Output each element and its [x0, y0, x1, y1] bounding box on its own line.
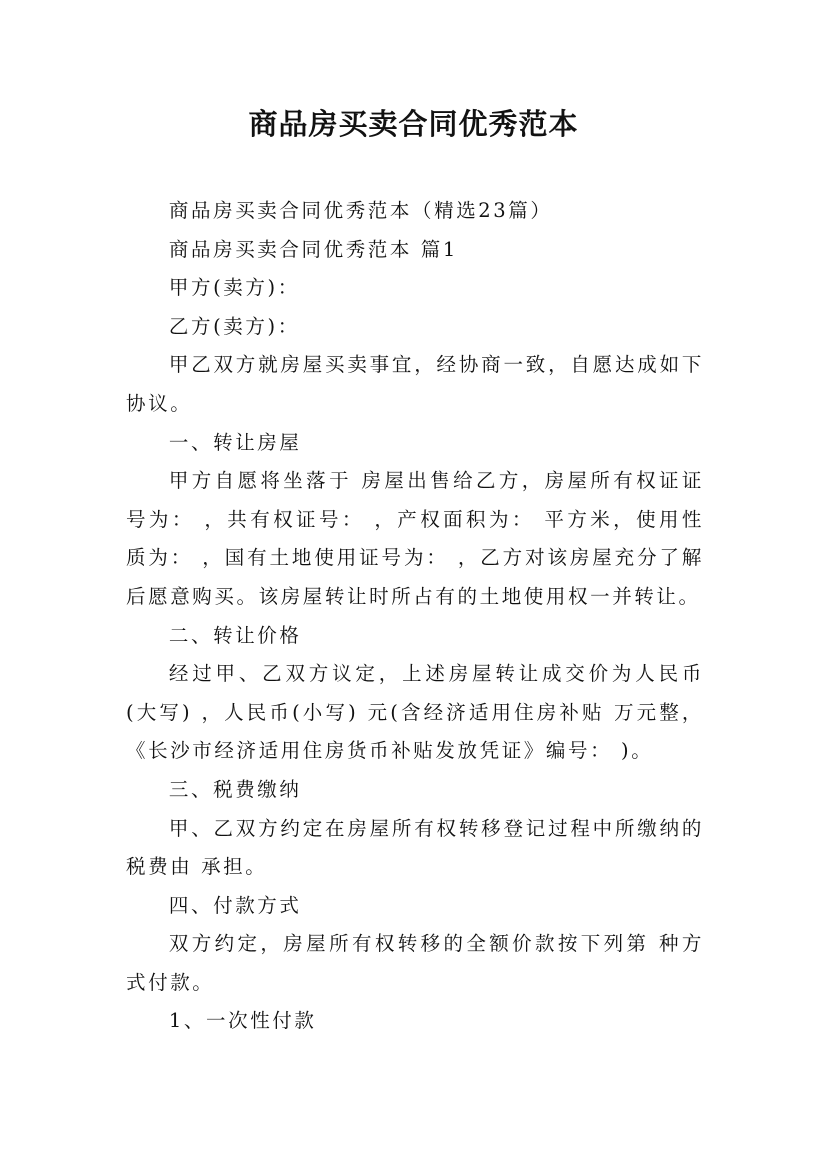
document-title: 商品房买卖合同优秀范本 [248, 107, 579, 141]
paragraph-subtitle: 商品房买卖合同优秀范本（精选23篇） [168, 199, 553, 222]
paragraph-transfer-property: 甲方自愿将坐落于 房屋出售给乙方，房屋所有权证证号为： ，共有权证号： ，产权面积为： 平方米，使用性质为： ，国有土地使用证号为： ，乙方对该房屋充分了解后愿意购买。该房屋转让时所占有的土地使用权一并转让。 [126, 469, 704, 608]
document-body [126, 192, 704, 1041]
paragraph-agreement: 甲乙双方就房屋买卖事宜，经协商一致，自愿达成如下协议。 [126, 353, 704, 415]
paragraph-heading-4: 四、付款方式 [168, 893, 302, 917]
paragraph-party-b: 乙方(卖方)： [168, 314, 300, 338]
paragraph-party-a: 甲方(卖方)： [168, 276, 300, 300]
paragraph-transfer-price: 经过甲、乙双方议定，上述房屋转让成交价为人民币(大写) ，人民币(小写) 元(含经济适用住房补贴 万元整，《长沙市经济适用住房货币补贴发放凭证》编号： )。 [126, 662, 704, 763]
paragraph-taxes: 甲、乙双方约定在房屋所有权转移登记过程中所缴纳的税费由 承担。 [126, 816, 704, 879]
paragraph-heading-3: 三、税费缴纳 [168, 777, 302, 801]
paragraph-heading-1: 一、转让房屋 [168, 430, 302, 454]
paragraph-lump-sum: 1、一次性付款 [168, 1009, 317, 1033]
paragraph-payment-method: 双方约定，房屋所有权转移的全额价款按下列第 种方式付款。 [126, 932, 704, 994]
paragraph-heading-2: 二、转让价格 [168, 623, 302, 647]
paragraph-section-heading: 商品房买卖合同优秀范本 篇1 [168, 237, 458, 261]
